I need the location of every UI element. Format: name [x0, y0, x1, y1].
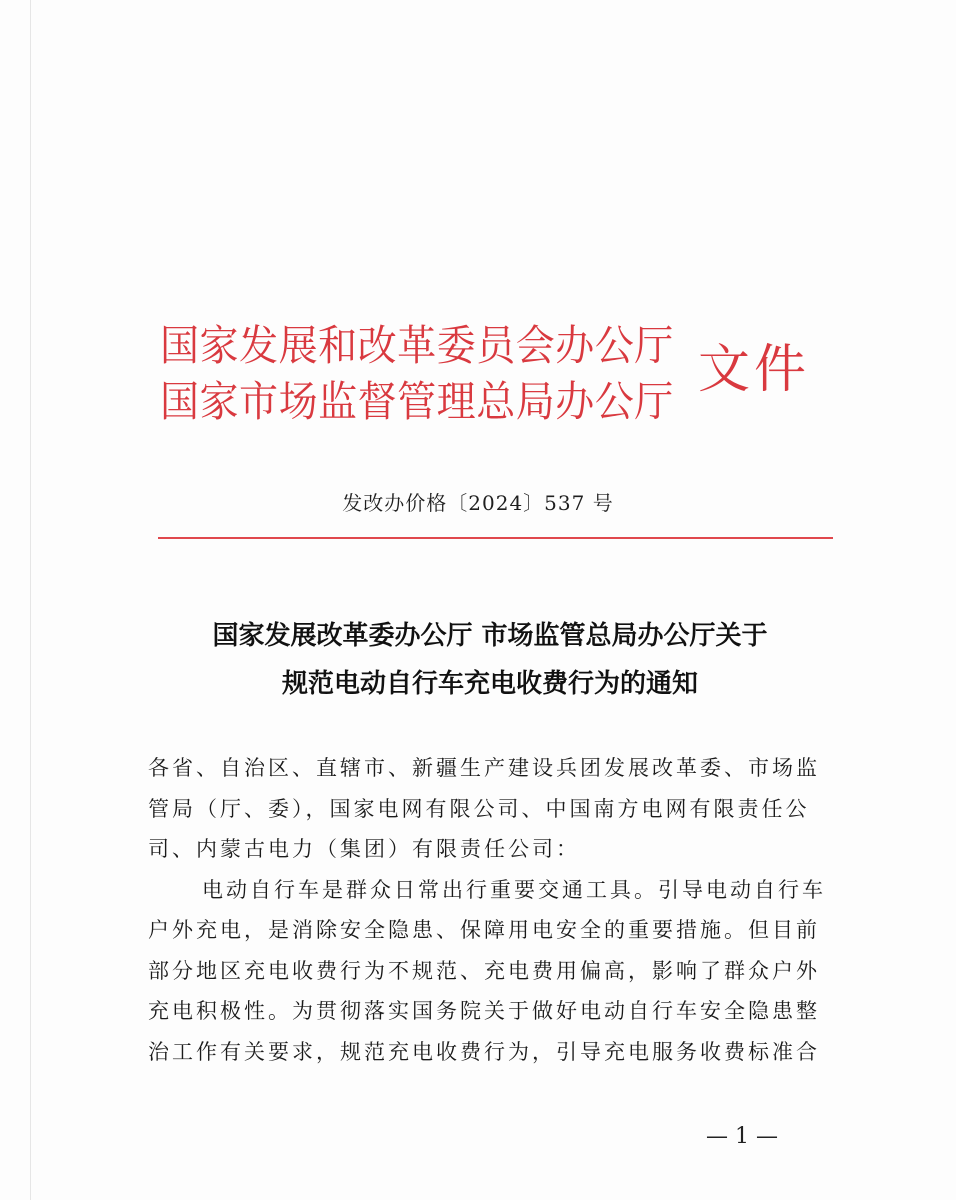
paragraph-line-1: 电动自行车是群众日常出行重要交通工具。引导电动自行车 — [202, 877, 826, 902]
page-number: — 1 — — [706, 1124, 778, 1149]
salutation-line-3: 司、内蒙古电力（集团）有限责任公司： — [148, 837, 580, 861]
page-edge-line — [30, 0, 31, 1200]
salutation-line-1: 各省、自治区、直辖市、新疆生产建设兵团发展改革委、市场监 — [148, 756, 820, 780]
title-line-2: 规范电动自行车充电收费行为的通知 — [281, 669, 698, 699]
salutation-line-2: 管局（厅、委），国家电网有限公司、中国南方电网有限责任公 — [148, 796, 810, 821]
title-line-1: 国家发展改革委办公厅 市场监管总局办公厅关于 — [212, 621, 768, 651]
agency-name-1: 国家发展和改革委员会办公厅 — [160, 321, 674, 370]
document-title — [100, 612, 880, 708]
issuing-agencies — [160, 318, 685, 430]
document-header — [160, 318, 820, 438]
agency-name-2: 国家市场监督管理总局办公厅 — [160, 377, 674, 426]
document-body — [148, 748, 838, 1072]
paragraph-line-4: 充电积极性。为贯彻落实国务院关于做好电动自行车安全隐患整 — [148, 999, 820, 1023]
document-number: 发改办价格〔2024〕537 号 — [342, 491, 614, 515]
paragraph-line-5: 治工作有关要求，规范充电收费行为，引导充电服务收费标准合 — [148, 1039, 820, 1064]
paragraph-line-3: 部分地区充电收费行为不规范、充电费用偏高，影响了群众户外 — [148, 958, 820, 983]
document-word: 文件 — [698, 340, 811, 400]
red-divider-line — [158, 537, 833, 539]
paragraph-line-2: 户外充电，是消除安全隐患、保障用电安全的重要措施。但目前 — [148, 918, 820, 942]
